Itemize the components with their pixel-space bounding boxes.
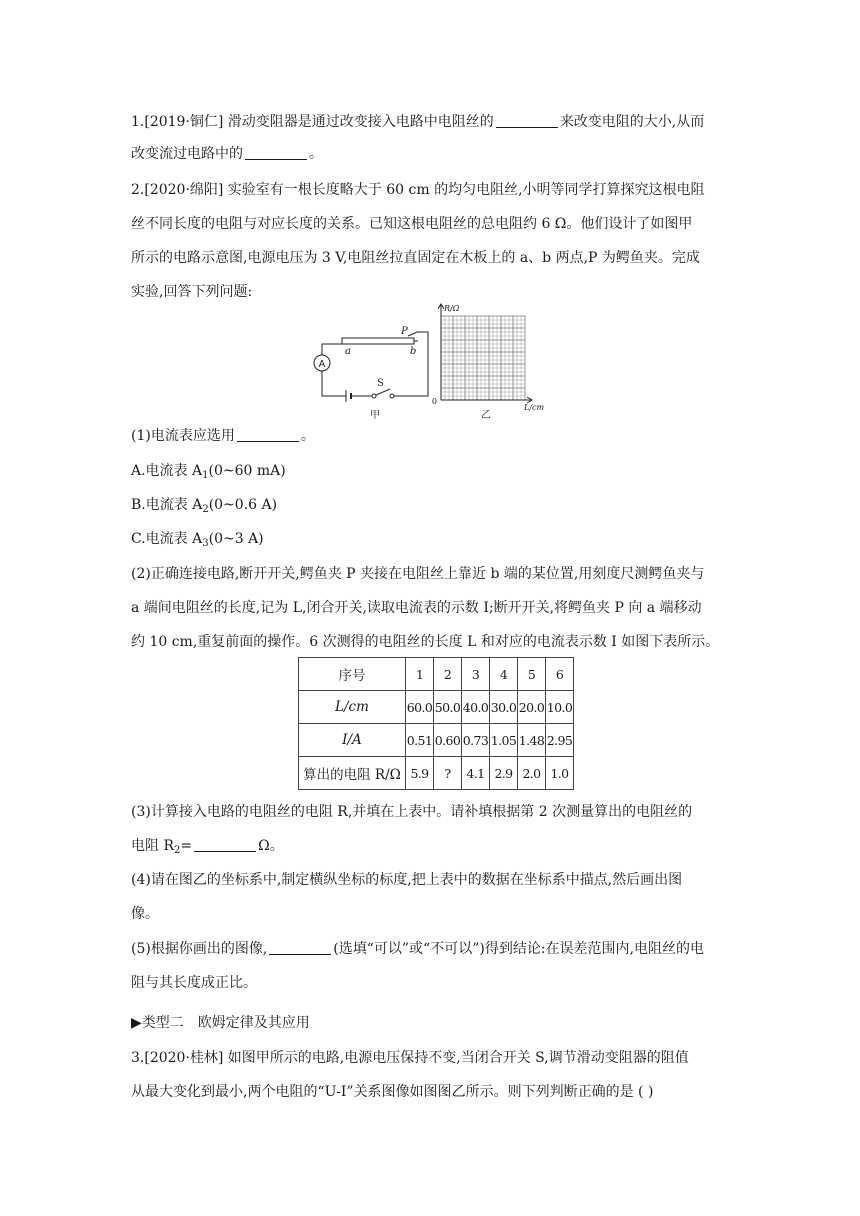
table-cell: 1	[406, 658, 434, 691]
y-axis-label: R/Ω	[444, 304, 460, 313]
part-5-text: (5)根据你画出的图像,	[131, 941, 268, 957]
table-cell: ?	[434, 757, 462, 790]
table-cell: 4	[490, 658, 518, 691]
part-3-blank[interactable]	[194, 837, 256, 852]
circuit-and-graph-figure	[300, 296, 560, 422]
q2-part-2-line-3: 约 10 cm,重复前面的操作。6 次测得的电阻丝的长度 L 和对应的电流表示数 I 如图下表所示。	[131, 634, 720, 650]
table-cell: 10.0	[546, 691, 574, 724]
table-row	[299, 757, 574, 790]
clip-p-label: P	[401, 326, 408, 337]
point-b-label: b	[410, 346, 417, 357]
table-cell: 2.9	[490, 757, 518, 790]
option-b-sub: 2	[202, 504, 209, 515]
table-cell: 30.0	[490, 691, 518, 724]
table-cell: 6	[546, 658, 574, 691]
circuit-diagram	[314, 332, 428, 402]
q2-line-2: 丝不同长度的电阻与对应长度的关系。已知这根电阻丝的总电阻约 6 Ω。他们设计了如图甲	[131, 216, 693, 232]
table-row	[299, 691, 574, 724]
table-cell: 5.9	[406, 757, 434, 790]
option-b	[131, 495, 277, 520]
switch-label: S	[377, 378, 384, 389]
row-label-index: 序号	[299, 658, 406, 691]
option-c	[131, 529, 264, 554]
q2-line-3: 所示的电路示意图,电源电压为 3 V,电阻丝拉直固定在木板上的 a、b 两点,P 为鳄鱼夹。完成	[131, 250, 700, 266]
q2-line-1: 2.[2020·绵阳] 实验室有一根长度略大于 60 cm 的均匀电阻丝,小明等同学打算探究这根电阻	[131, 182, 705, 198]
q2-part-4-line-2: 像。	[131, 906, 159, 922]
resistance-wire	[342, 338, 414, 344]
grid-paper	[441, 316, 525, 400]
option-c-sub: 3	[202, 538, 209, 549]
q2-part-1	[131, 426, 315, 446]
table-row	[299, 724, 574, 757]
part-1-blank[interactable]	[237, 427, 299, 442]
part-3-sub: 2	[174, 845, 181, 856]
part-1-text: (1)电流表应选用	[131, 428, 235, 444]
q2-line-4: 实验,回答下列问题:	[131, 284, 253, 300]
table-cell: 2	[434, 658, 462, 691]
table-cell: 60.0	[406, 691, 434, 724]
q3-line-1: 3.[2020·桂林] 如图甲所示的电路,电源电压保持不变,当闭合开关 S,调节滑动变阻器的阻值	[131, 1050, 689, 1066]
row-label-resistance: 算出的电阻 R/Ω	[299, 757, 406, 790]
q1-text: 1.[2019·铜仁] 滑动变阻器是通过改变接入电路中电阻丝的	[131, 114, 494, 130]
x-axis-label: L/cm	[524, 403, 545, 412]
table-cell: 1.0	[546, 757, 574, 790]
table-cell: 0.60	[434, 724, 462, 757]
q1-line-1	[131, 112, 704, 132]
q1-line-2	[131, 144, 323, 164]
part-5-blank[interactable]	[269, 940, 331, 955]
table-cell: 3	[462, 658, 490, 691]
row-label-current: I/A	[299, 724, 406, 757]
q1-text-2: 来改变电阻的大小,从而	[559, 114, 705, 130]
q2-part-5-line-2: 阻与其长度成正比。	[131, 975, 257, 991]
blank-graph	[438, 304, 532, 403]
option-c-range: (0~3 A)	[208, 531, 264, 547]
point-a-label: a	[345, 346, 351, 357]
ammeter-label: A	[318, 359, 326, 370]
option-a-sub: 1	[202, 470, 209, 481]
section-heading: ▶类型二 欧姆定律及其应用	[131, 1015, 310, 1031]
table-cell: 4.1	[462, 757, 490, 790]
part-3-unit: Ω。	[258, 838, 284, 854]
figure-a-caption: 甲	[370, 410, 380, 421]
table-cell: 50.0	[434, 691, 462, 724]
q1-blank-1[interactable]	[496, 113, 558, 128]
table-cell: 1.48	[518, 724, 546, 757]
table-cell: 2.95	[546, 724, 574, 757]
table-cell: 1.05	[490, 724, 518, 757]
table-cell: 20.0	[518, 691, 546, 724]
option-c-text: C.电流表 A	[131, 531, 203, 547]
figure-b-caption: 乙	[481, 410, 491, 421]
option-b-text: B.电流表 A	[131, 497, 203, 513]
option-b-range: (0~0.6 A)	[208, 497, 278, 513]
q2-part-5-line-1	[131, 939, 704, 959]
row-label-length: L/cm	[299, 691, 406, 724]
table-cell: 40.0	[462, 691, 490, 724]
table-cell: 2.0	[518, 757, 546, 790]
q1-blank-2[interactable]	[245, 145, 307, 160]
option-a-range: (0~60 mA)	[208, 463, 286, 479]
q1-text-4: 。	[309, 146, 323, 162]
q3-line-2: 从最大变化到最小,两个电阻的“U-I”关系图像如图图乙所示。则下列判断正确的是 ( )	[131, 1084, 654, 1100]
q1-text-3: 改变流过电路中的	[131, 146, 243, 162]
q2-part-2-line-1: (2)正确连接电路,断开开关,鳄鱼夹 P 夹接在电阻丝上靠近 b 端的某位置,用刻度尺测鳄鱼夹与	[131, 566, 705, 582]
switch-icon	[376, 389, 390, 395]
part-5-text-2: (选填“可以”或“不可以”)得到结论:在误差范围内,电阻丝的电	[333, 941, 704, 957]
q2-part-4-line-1: (4)请在图乙的坐标系中,制定横纵坐标的标度,把上表中的数据在坐标系中描点,然后画出图	[131, 872, 683, 888]
part-3-equals: =	[180, 838, 193, 854]
part-3-text: 电阻 R	[131, 838, 174, 854]
part-1-end: 。	[300, 428, 315, 444]
q2-part-3-line-2	[131, 836, 284, 861]
table-cell: 0.51	[406, 724, 434, 757]
origin-label: 0	[431, 397, 437, 406]
table-cell: 0.73	[462, 724, 490, 757]
q2-part-2-line-2: a 端间电阻丝的长度,记为 L,闭合开关,读取电流表的示数 I;断开开关,将鳄鱼夹 P 向 a 端移动	[131, 600, 702, 616]
table-row	[299, 658, 574, 691]
table-cell: 5	[518, 658, 546, 691]
option-a-text: A.电流表 A	[131, 463, 203, 479]
measurement-table	[298, 657, 574, 790]
option-a	[131, 461, 286, 486]
q2-part-3-line-1: (3)计算接入电路的电阻丝的电阻 R,并填在上表中。请补填根据第 2 次测量算出的电阻丝的	[131, 804, 693, 820]
